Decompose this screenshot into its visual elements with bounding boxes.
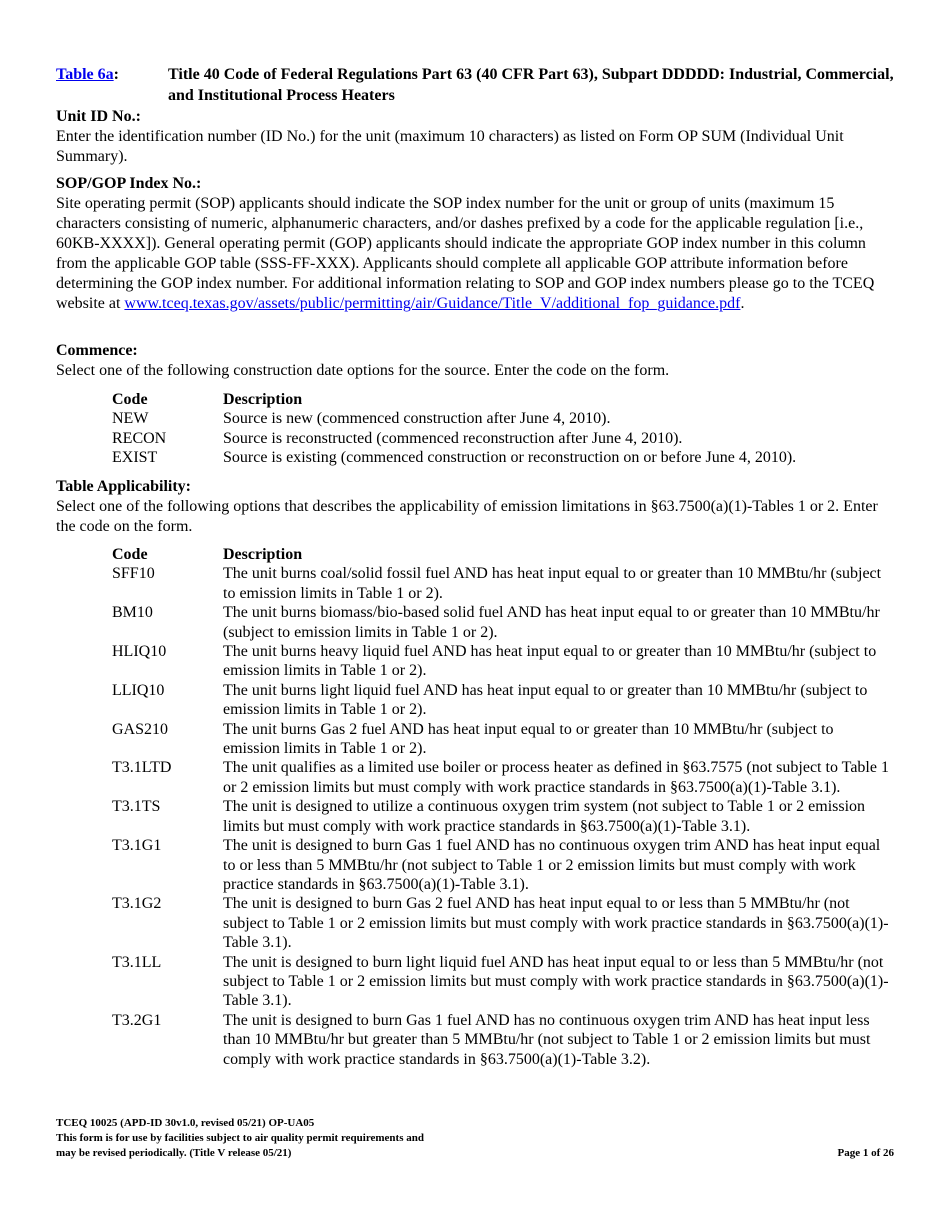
applicability-text: Select one of the following options that describes the applicability of emission limitations in §63.7500(a)(1)-Tables 1 or 2. Enter the code on the form. bbox=[56, 498, 878, 535]
applicability-header-row bbox=[112, 545, 894, 564]
table-row bbox=[112, 836, 894, 894]
description-cell: The unit burns heavy liquid fuel AND has heat input equal to or greater than 10 MMBtu/hr (subject to emission limits in Table 1 or 2). bbox=[223, 643, 877, 680]
table-row bbox=[112, 429, 894, 448]
applicability-table bbox=[112, 545, 894, 1069]
code-cell: SFF10 bbox=[112, 565, 155, 583]
title-row bbox=[56, 64, 894, 106]
table-row bbox=[112, 797, 894, 836]
code-cell: T3.2G1 bbox=[112, 1011, 162, 1029]
table-row bbox=[112, 758, 894, 797]
col-desc-header: Description bbox=[223, 546, 303, 563]
description-cell: The unit qualifies as a limited use boiler or process heater as defined in §63.7575 (not subject to Table 1 or 2 emission limits but must comply with work practice standards in §63.7500(a)(1)-Table 3.1). bbox=[223, 759, 889, 796]
code-cell: EXIST bbox=[112, 449, 158, 467]
table-ref: Table 6a: bbox=[56, 66, 119, 83]
description-cell: Source is new (commenced construction after June 4, 2010). bbox=[223, 410, 611, 428]
code-cell: BM10 bbox=[112, 604, 153, 622]
table-row bbox=[112, 681, 894, 720]
description-cell: The unit is designed to burn Gas 1 fuel AND has no continuous oxygen trim AND has heat input less than 10 MMBtu/hr but greater than 5 MMBtu/hr (not subject to Table 1 or 2 emission limits but must comply with work practice standards in §63.7500(a)(1)-Table 3.2). bbox=[223, 1011, 871, 1068]
table-row bbox=[112, 603, 894, 642]
code-cell: T3.1LTD bbox=[112, 759, 172, 777]
table-row bbox=[112, 409, 894, 428]
description-cell: The unit is designed to burn Gas 2 fuel AND has heat input equal to or less than 5 MMBtu/hr (not subject to Table 1 or 2 emission limits but must comply with work practice standards in §63.7500(a)(1)-Table 3.1). bbox=[223, 895, 889, 952]
code-cell: T3.1TS bbox=[112, 798, 161, 816]
applicability-heading: Table Applicability: bbox=[56, 478, 191, 495]
code-cell: T3.1LL bbox=[112, 953, 162, 971]
description-cell: The unit burns biomass/bio-based solid fuel AND has heat input equal to or greater than 10 MMBtu/hr (subject to emission limits in Table 1 or 2). bbox=[223, 604, 880, 641]
description-cell: The unit burns coal/solid fossil fuel AND has heat input equal to or greater than 10 MMBtu/hr (subject to emission limits in Table 1 or 2). bbox=[223, 565, 882, 602]
document-page bbox=[56, 0, 894, 1230]
link-suffix: . bbox=[740, 295, 745, 312]
description-cell: The unit burns light liquid fuel AND has heat input equal to or greater than 10 MMBtu/hr (subject to emission limits in Table 1 or 2). bbox=[223, 681, 868, 719]
commence-header-row bbox=[112, 390, 894, 409]
description-cell: The unit burns Gas 2 fuel AND has heat input equal to or greater than 10 MMBtu/hr (subject to emission limits in Table 1 or 2). bbox=[223, 720, 834, 758]
description-cell: The unit is designed to burn Gas 1 fuel AND has no continuous oxygen trim AND has heat input equal to or less than 5 MMBtu/hr (not subject to Table 1 or 2 emission limits but must comply with work practice standards in §63.7500(a)(1)-Table 3.1). bbox=[223, 837, 881, 893]
description-cell: The unit is designed to utilize a continuous oxygen trim system (not subject to Table 1 or 2 emission limits but must comply with work practice standards in §63.7500(a)(1)-Table 3.1). bbox=[223, 798, 866, 835]
page-footer bbox=[56, 1116, 894, 1161]
code-cell: NEW bbox=[112, 410, 149, 428]
table-row bbox=[112, 720, 894, 759]
code-cell: GAS210 bbox=[112, 720, 169, 738]
commence-heading: Commence: bbox=[56, 342, 138, 359]
table-row bbox=[112, 564, 894, 603]
code-cell: T3.1G2 bbox=[112, 895, 162, 913]
unit-id-text: Enter the identification number (ID No.) for the unit (maximum 10 characters) as listed on Form OP SUM (Individual Unit Summary). bbox=[56, 128, 844, 165]
code-cell: RECON bbox=[112, 429, 167, 447]
table-row bbox=[112, 642, 894, 681]
footer-notice-1: This form is for use by facilities subject to air quality permit requirements and bbox=[56, 1132, 424, 1144]
sop-gop-text bbox=[56, 194, 894, 314]
code-cell: LLIQ10 bbox=[112, 681, 165, 699]
tceq-guidance-link[interactable]: www.tceq.texas.gov/assets/public/permitting/air/Guidance/Title_V/additional_fop_guidance.pdf bbox=[124, 295, 741, 312]
table-row bbox=[112, 894, 894, 952]
table-row bbox=[112, 1011, 894, 1069]
description-cell: Source is existing (commenced construction or reconstruction on or before June 4, 2010). bbox=[223, 449, 797, 467]
footer-form-id: TCEQ 10025 (APD-ID 30v1.0, revised 05/21) OP-UA05 bbox=[56, 1117, 315, 1129]
applicability-section bbox=[56, 477, 894, 1069]
commence-table bbox=[112, 390, 894, 468]
unit-id-heading: Unit ID No.: bbox=[56, 108, 141, 125]
sop-gop-paragraph: Site operating permit (SOP) applicants should indicate the SOP index number for the unit or group of units (maximum 15 characters consisting of numeric, alphanumeric characters, and/or dashes prefixed by a code for the applicable regulation [i.e., 60KB-XXXX]). General operating permit (GOP) applicants should indicate the appropriate GOP index number in this column from the applicable GOP table (SSS-FF-XXX). Applicants should complete all applicable GOP attribute information before determining the GOP index number. For additional information relating to SOP and GOP index numbers please go to the TCEQ website at bbox=[56, 195, 875, 312]
col-code-header: Code bbox=[112, 546, 148, 563]
commence-section bbox=[56, 341, 894, 468]
description-cell: Source is reconstructed (commenced reconstruction after June 4, 2010). bbox=[223, 429, 683, 447]
page-title: Title 40 Code of Federal Regulations Part 63 (40 CFR Part 63), Subpart DDDDD: Industrial, Commercial, and Institutional Process Heaters bbox=[168, 66, 894, 104]
code-cell: HLIQ10 bbox=[112, 643, 167, 661]
sop-gop-heading: SOP/GOP Index No.: bbox=[56, 175, 202, 192]
table-6a-link[interactable]: Table 6a bbox=[56, 66, 114, 83]
table-row bbox=[112, 953, 894, 1011]
commence-text: Select one of the following construction date options for the source. Enter the code on the form. bbox=[56, 362, 670, 379]
col-code-header: Code bbox=[112, 391, 148, 408]
sop-gop-section bbox=[56, 174, 894, 314]
page-number: Page 1 of 26 bbox=[837, 1147, 894, 1159]
description-cell: The unit is designed to burn light liquid fuel AND has heat input equal to or less than 5 MMBtu/hr (not subject to Table 1 or 2 emission limits but must comply with work practice standards in §63.7500(a)(1)-Table 3.1). bbox=[223, 953, 889, 1010]
code-cell: T3.1G1 bbox=[112, 837, 162, 855]
footer-notice-2: may be revised periodically. (Title V release 05/21) bbox=[56, 1147, 292, 1159]
unit-id-section bbox=[56, 107, 894, 167]
table-row bbox=[112, 448, 894, 467]
col-desc-header: Description bbox=[223, 391, 303, 408]
